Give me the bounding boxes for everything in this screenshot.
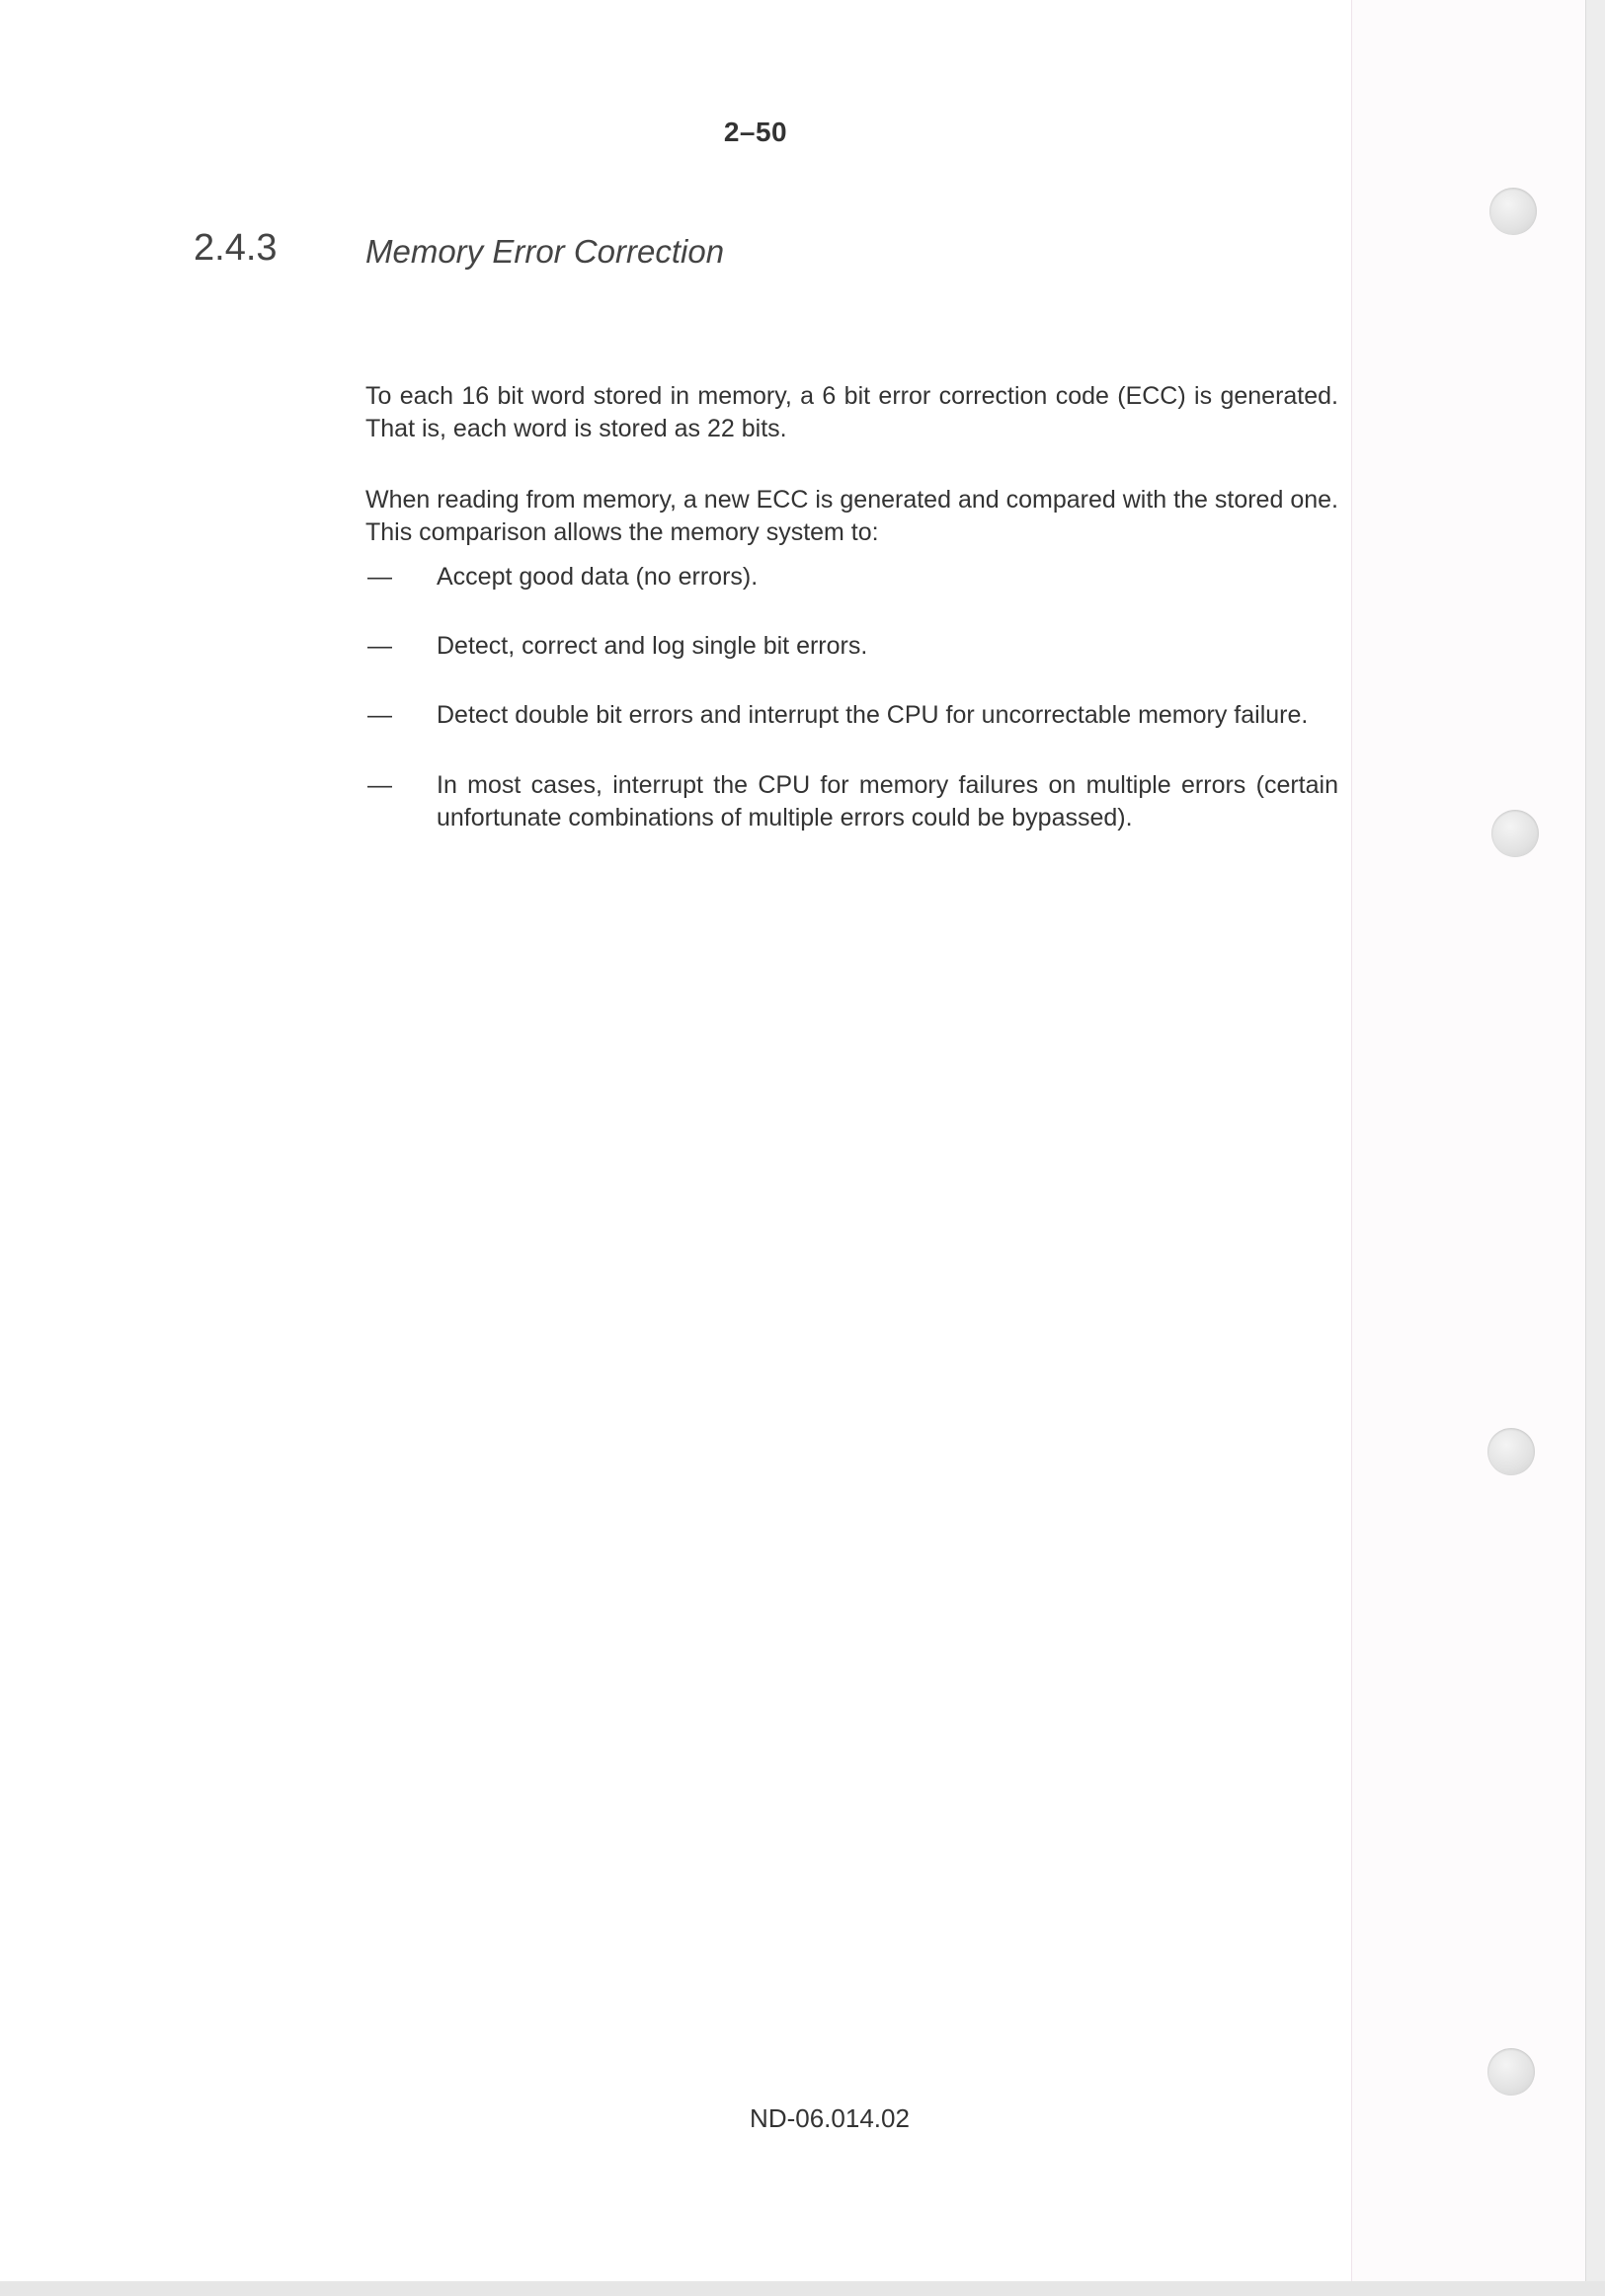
list-item (365, 630, 1338, 663)
punch-hole-icon (1489, 188, 1537, 235)
paragraph-ecc-compare: When reading from memory, a new ECC is generated and compared with the stored one. This comparison allows the memory system to: (365, 486, 1338, 546)
punch-hole-icon (1487, 1428, 1535, 1475)
page-number: 2–50 (723, 117, 788, 147)
list-item-text: Detect double bit errors and interrupt the CPU for uncorrectable memory failure. (437, 701, 1309, 729)
section-title: Memory Error Correction (365, 233, 725, 270)
list-item-text: In most cases, interrupt the CPU for memory failures on multiple errors (certain unfortunate combinations of multiple errors could be bypassed). (437, 771, 1338, 831)
scan-edge (1585, 0, 1605, 2296)
paragraph-ecc-intro: To each 16 bit word stored in memory, a 6 bit error correction code (ECC) is generated. That is, each word is stored as 22 bits. (365, 382, 1338, 442)
punch-hole-icon (1491, 810, 1539, 857)
document-number: ND-06.014.02 (750, 2103, 910, 2133)
list-item (365, 699, 1338, 732)
list-item (365, 769, 1338, 834)
list-item (365, 561, 1338, 594)
scan-bottom-edge (0, 2281, 1605, 2296)
punch-hole-icon (1487, 2048, 1535, 2096)
list-item-text: Detect, correct and log single bit errors. (437, 632, 868, 660)
dash-bullet-icon: — (367, 771, 392, 799)
dash-bullet-icon: — (367, 632, 392, 660)
section-number: 2.4.3 (194, 227, 278, 269)
paper-margin-strip (1351, 0, 1586, 2296)
list-item-text: Accept good data (no errors). (437, 563, 759, 591)
dash-bullet-icon: — (367, 563, 392, 591)
dash-bullet-icon: — (367, 701, 392, 729)
bullet-list (365, 561, 1338, 834)
